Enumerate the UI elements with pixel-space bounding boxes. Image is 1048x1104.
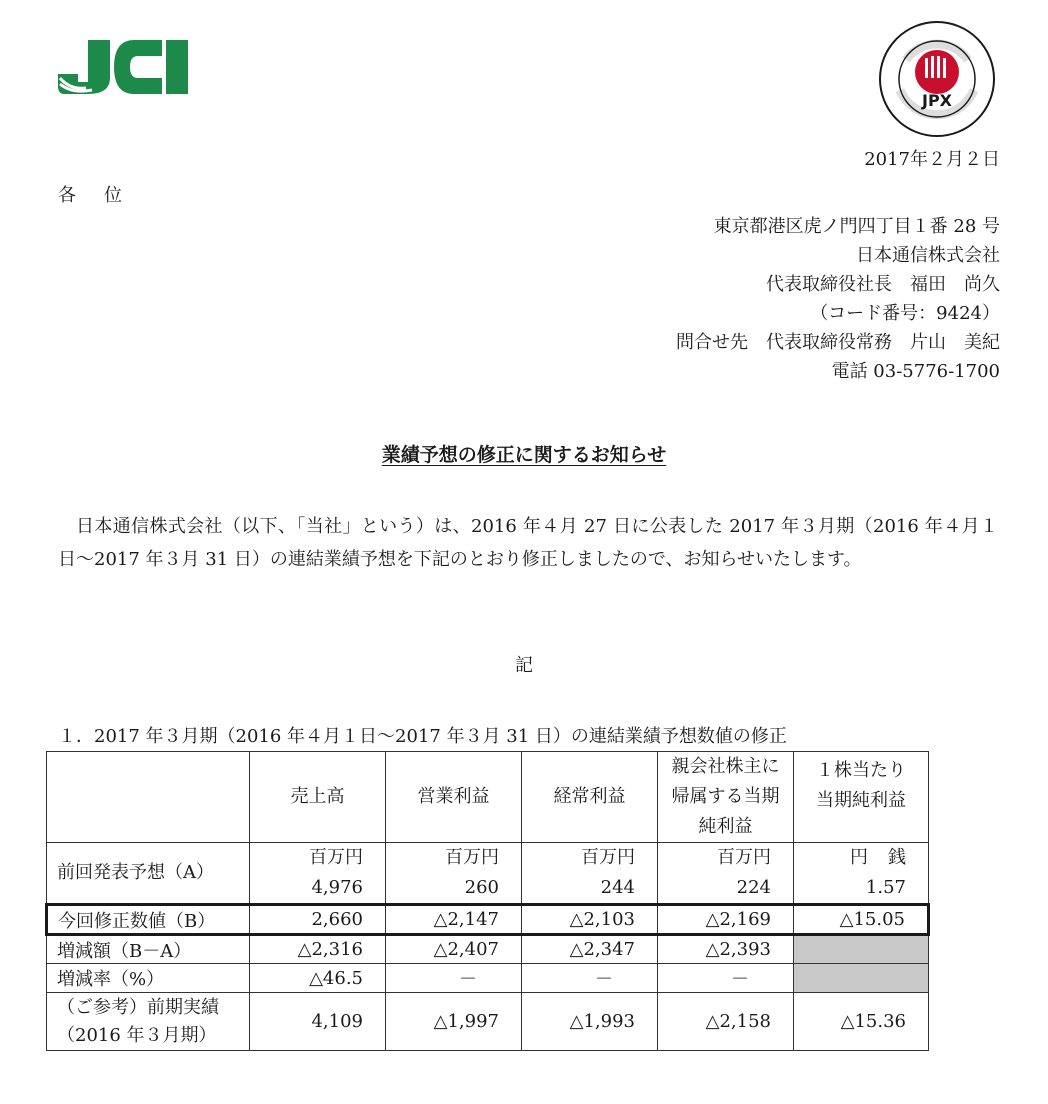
cell-change-eps-blank — [794, 935, 929, 964]
sender-code: （コード番号：9424） — [810, 303, 1000, 324]
cell-prior-eps: △15.36 — [794, 993, 929, 1051]
row-label-revised: 今回修正数値（B） — [47, 905, 250, 935]
header-ordinary-profit: 経常利益 — [522, 752, 658, 843]
header-sales: 売上高 — [250, 752, 386, 843]
cell-rate-operating: － — [386, 964, 522, 993]
cell-previous-net: 百万円 224 — [658, 843, 794, 905]
cell-change-net: △2,393 — [658, 935, 794, 964]
table-row-revised-forecast — [47, 905, 929, 935]
header-net-income: 親会社株主に 帰属する当期 純利益 — [658, 752, 794, 843]
section-heading: １．2017 年３月期（2016 年４月１日～2017 年３月 31 日）の連結業績予想数値の修正 — [58, 726, 787, 747]
cell-revised-net: △2,169 — [658, 905, 794, 935]
cell-previous-eps: 円 銭 1.57 — [794, 843, 929, 905]
cell-rate-net: － — [658, 964, 794, 993]
cell-change-operating: △2,407 — [386, 935, 522, 964]
cell-previous-operating: 百万円 260 — [386, 843, 522, 905]
document-title: 業績予想の修正に関するお知らせ — [381, 444, 667, 466]
sender-contact: 問合せ先 代表取締役常務 片山 美紀 — [676, 332, 1000, 353]
forecast-table — [45, 751, 930, 1051]
body-paragraph: 日本通信株式会社（以下、「当社」という）は、2016 年４月 27 日に公表した 2017 年３月期（2016 年４月１日～2017 年３月 31 日）の連結業績予想を下記のとおり修正しましたので、お知らせいたします。 — [58, 516, 998, 570]
cell-rate-ordinary: － — [522, 964, 658, 993]
header-operating-profit: 営業利益 — [386, 752, 522, 843]
exchange-listing-seal — [878, 20, 996, 138]
sender-representative: 代表取締役社長 福田 尚久 — [766, 274, 1000, 295]
cell-revised-ordinary: △2,103 — [522, 905, 658, 935]
header-eps: １株当たり 当期純利益 — [794, 752, 929, 843]
row-label-previous: 前回発表予想（A） — [47, 843, 250, 905]
cell-revised-sales: 2,660 — [250, 905, 386, 935]
sender-block — [676, 212, 1000, 386]
table-row-change-rate — [47, 964, 929, 993]
cell-prior-operating: △1,997 — [386, 993, 522, 1051]
row-label-change-rate: 増減率（%） — [47, 964, 250, 993]
row-label-prior-year: （ご参考）前期実績 （2016 年３月期） — [47, 993, 250, 1051]
table-row-previous-forecast — [47, 843, 929, 905]
sender-phone: 電話 03-5776-1700 — [831, 361, 1000, 382]
cell-change-ordinary: △2,347 — [522, 935, 658, 964]
cell-prior-net: △2,158 — [658, 993, 794, 1051]
cell-rate-eps-blank — [794, 964, 929, 993]
table-row-change-amount — [47, 935, 929, 964]
sender-company: 日本通信株式会社 — [856, 245, 1000, 266]
cell-rate-sales: △46.5 — [250, 964, 386, 993]
cell-revised-operating: △2,147 — [386, 905, 522, 935]
cell-change-sales: △2,316 — [250, 935, 386, 964]
cell-previous-ordinary: 百万円 244 — [522, 843, 658, 905]
document-date: 2017年２月２日 — [864, 149, 1000, 170]
table-header-row — [47, 752, 929, 843]
sender-address: 東京都港区虎ノ門四丁目１番 28 号 — [713, 216, 1000, 237]
svg-text:JPX: JPX — [921, 91, 953, 110]
company-logo — [58, 38, 190, 96]
cell-prior-ordinary: △1,993 — [522, 993, 658, 1051]
cell-revised-eps: △15.05 — [794, 905, 929, 935]
cell-previous-sales: 百万円 4,976 — [250, 843, 386, 905]
table-row-prior-year — [47, 993, 929, 1051]
row-label-change: 増減額（B－A） — [47, 935, 250, 964]
ki-marker: 記 — [515, 655, 533, 676]
cell-prior-sales: 4,109 — [250, 993, 386, 1051]
header-blank — [47, 752, 250, 843]
addressee: 各位 — [58, 185, 150, 206]
